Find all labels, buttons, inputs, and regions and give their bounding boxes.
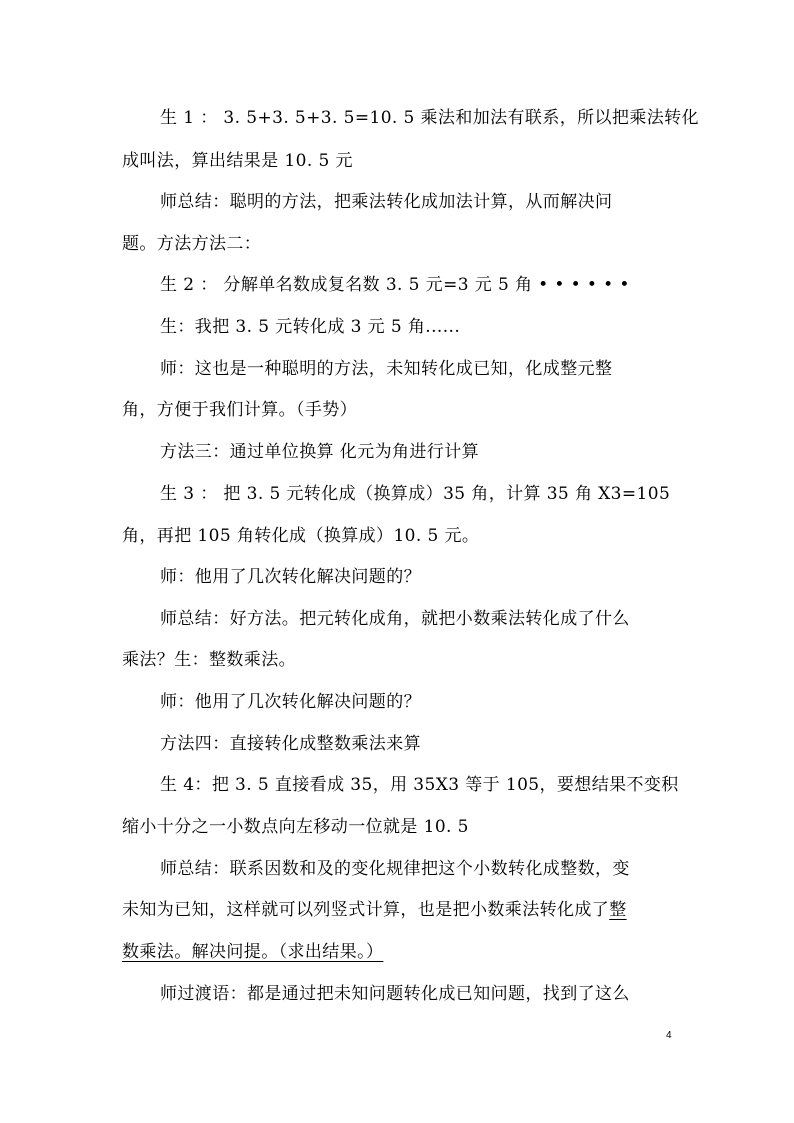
paragraph-line-18: 缩小十分之一小数点向左移动一位就是 10. 5 (122, 817, 469, 837)
page-number: 4 (666, 1030, 672, 1041)
paragraph-line-1: 生 1 ： 3. 5+3. 5+3. 5=10. 5 乘法和加法有联系，所以把乘法转化 (160, 108, 699, 128)
paragraph-line-15: 师：他用了几次转化解决问题的？ (160, 692, 421, 712)
paragraph-line-3: 师总结：聪明的方法，把乘法转化成加法计算，从而解决问 (160, 192, 613, 212)
paragraph-line-21: 数乘法。解决问提。（求出结果。） (122, 942, 384, 962)
paragraph-line-8: 角，方便于我们计算。（手势） (122, 400, 358, 420)
paragraph-line-5: 生 2 ： 分解单名数成复名数 3. 5 元=3 元 5 角 • • • • • • (160, 275, 630, 295)
paragraph-line-4: 题。方法方法二： (122, 234, 262, 254)
paragraph-line-13: 师总结：好方法。把元转化成角，就把小数乘法转化成了什么 (160, 609, 630, 629)
paragraph-line-2: 成叫法，算出结果是 10. 5 元 (122, 151, 353, 171)
paragraph-line-20 (122, 898, 627, 922)
underlined-text: 整 (609, 900, 627, 920)
paragraph-line-20-text: 未知为已知，这样就可以列竖式计算，也是把小数乘法转化成了 (122, 900, 610, 920)
paragraph-line-10: 生 3 ： 把 3. 5 元转化成（换算成）35 角，计算 35 角 X3=105 (160, 484, 671, 504)
paragraph-line-19: 师总结：联系因数和及的变化规律把这个小数转化成整数，变 (160, 859, 630, 879)
paragraph-line-17: 生 4：把 3. 5 直接看成 35，用 35X3 等于 105，要想结果不变积 (160, 775, 679, 795)
paragraph-line-9: 方法三：通过单位换算 化元为角进行计算 (160, 442, 480, 462)
paragraph-line-11: 角，再把 105 角转化成（换算成）10. 5 元。 (122, 526, 480, 546)
paragraph-line-16: 方法四：直接转化成整数乘法来算 (160, 734, 421, 754)
paragraph-line-6: 生：我把 3. 5 元转化成 3 元 5 角...... (160, 317, 461, 337)
paragraph-line-12: 师：他用了几次转化解决问题的？ (160, 567, 421, 587)
paragraph-line-14: 乘法？生：整数乘法。 (122, 650, 296, 670)
paragraph-line-7: 师：这也是一种聪明的方法，未知转化成已知，化成整元整 (160, 359, 613, 379)
paragraph-line-22: 师过渡语：都是通过把未知问题转化成已知问题，找到了这么 (160, 984, 630, 1004)
